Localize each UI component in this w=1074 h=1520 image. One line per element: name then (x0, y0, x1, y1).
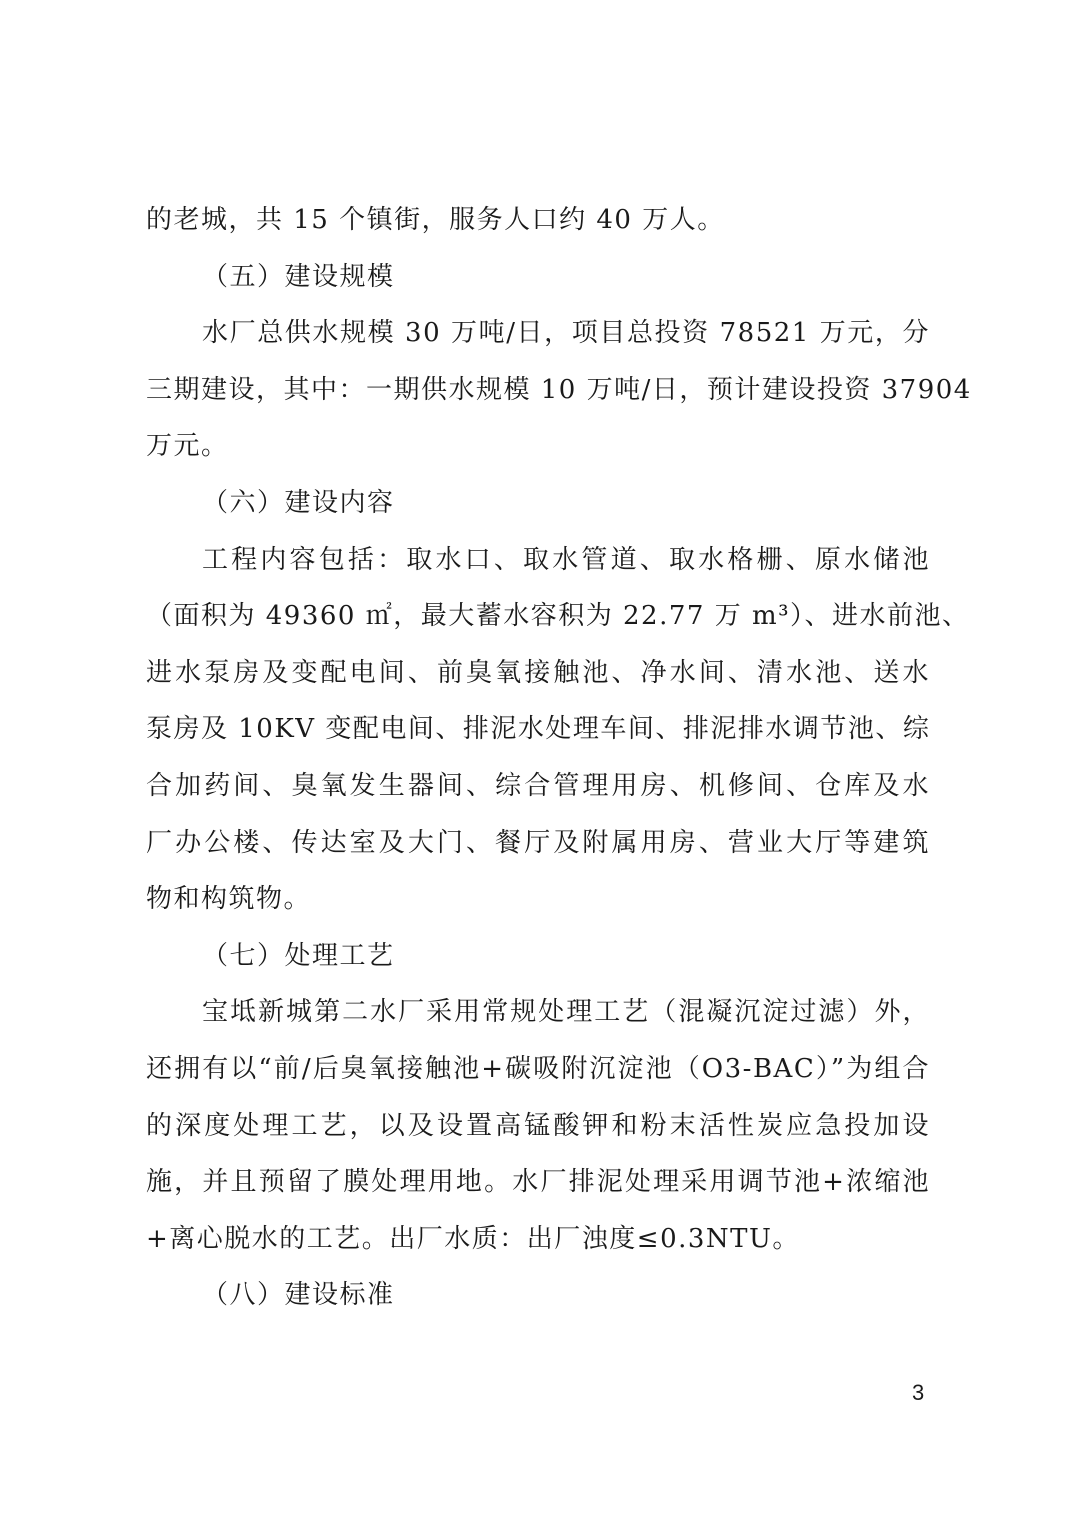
document-body (146, 192, 972, 1324)
body-line: 进水泵房及变配电间、前臭氧接触池、净水间、清水池、送水 (146, 657, 930, 688)
section-heading: （八）建设标准 (202, 1280, 395, 1311)
body-line: +离心脱水的工艺。出厂水质：出厂浊度≤0.3NTU。 (146, 1223, 800, 1254)
body-line: 宝坻新城第二水厂采用常规处理工艺（混凝沉淀过滤）外， (202, 997, 930, 1028)
body-line: 的老城，共 15 个镇街，服务人口约 40 万人。 (146, 205, 725, 235)
body-line: 工程内容包括：取水口、取水管道、取水格栅、原水储池 (202, 544, 930, 575)
body-line: 的深度处理工艺，以及设置高锰酸钾和粉末活性炭应急投加设 (146, 1110, 930, 1141)
section-heading: （七）处理工艺 (202, 940, 395, 971)
body-line: 厂办公楼、传达室及大门、餐厅及附属用房、营业大厅等建筑 (146, 827, 930, 858)
body-line: 三期建设，其中：一期供水规模 10 万吨/日，预计建设投资 37904 (146, 374, 972, 405)
body-line: （面积为 49360 ㎡，最大蓄水容积为 22.77 万 m³）、进水前池、 (146, 601, 970, 632)
body-line: 还拥有以“前/后臭氧接触池+碳吸附沉淀池（O3-BAC）”为组合 (146, 1053, 930, 1084)
body-line: 施，并且预留了膜处理用地。水厂排泥处理采用调节池+浓缩池 (146, 1167, 930, 1198)
page-number: 3 (912, 1380, 925, 1405)
body-line: 万元。 (146, 431, 229, 462)
section-heading: （六）建设内容 (202, 487, 395, 518)
body-line: 水厂总供水规模 30 万吨/日，项目总投资 78521 万元，分 (202, 318, 930, 349)
body-line: 泵房及 10KV 变配电间、排泥水处理车间、排泥排水调节池、综 (146, 714, 931, 745)
body-line: 合加药间、臭氧发生器间、综合管理用房、机修间、仓库及水 (146, 770, 930, 801)
body-line: 物和构筑物。 (146, 884, 312, 915)
section-heading: （五）建设规模 (202, 261, 395, 292)
